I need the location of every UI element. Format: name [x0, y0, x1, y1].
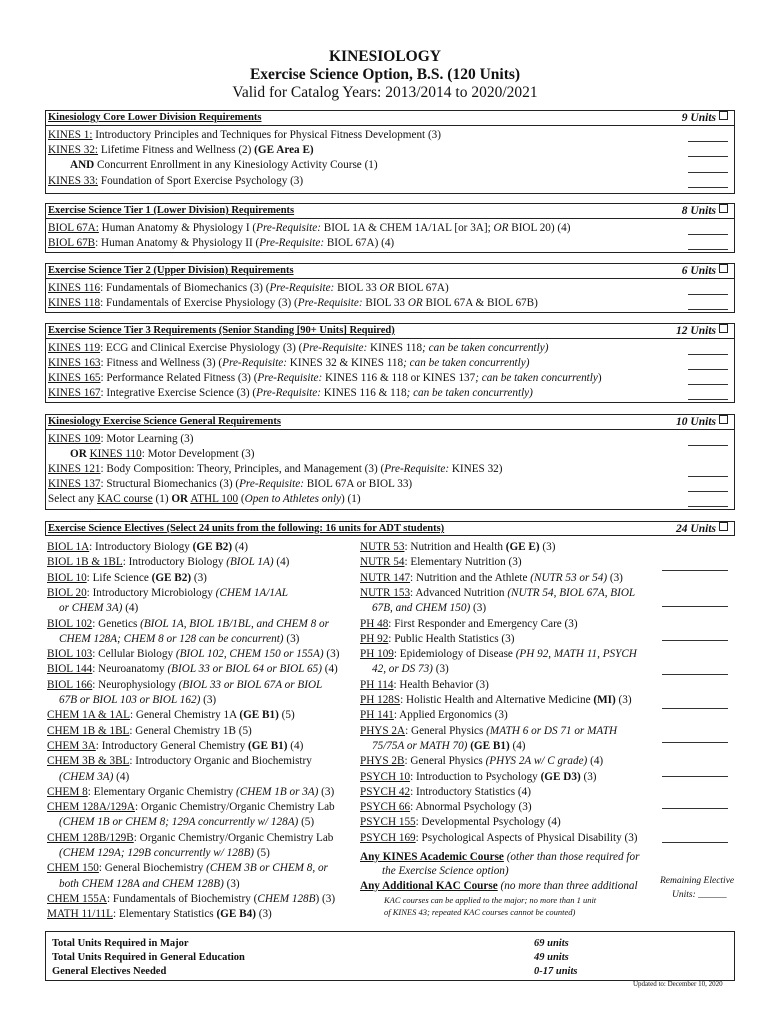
tier1-header [46, 204, 734, 219]
units-blank[interactable] [688, 399, 728, 400]
elective-course: PH 141: Applied Ergonomics (3) [360, 709, 508, 722]
total-major-label: Total Units Required in Major [52, 938, 189, 949]
elective-course: PH 48: First Responder and Emergency Care (3) [360, 617, 578, 630]
general-title: Kinesiology Exercise Science General Requirements [48, 416, 281, 427]
elective-course: (CHEM 1B or CHEM 8; 129A concurrently w/ 128A) (5) [59, 816, 315, 829]
elective-course: BIOL 10: Life Science (GE B2) (3) [47, 571, 207, 584]
units-blank[interactable] [662, 674, 728, 675]
units-blank[interactable] [688, 506, 728, 507]
elective-course: PHYS 2B: General Physics (PHYS 2A w/ C grade) (4) [360, 755, 604, 768]
core-title: Kinesiology Core Lower Division Requirements [48, 112, 262, 123]
elective-course: or CHEM 3A) (4) [59, 602, 139, 615]
elective-course: CHEM 128A/129A: Organic Chemistry/Organic Chemistry Lab [47, 801, 335, 814]
checkbox-icon[interactable] [719, 522, 728, 531]
kac-note: of KINES 43; repeated KAC courses cannot be counted) [384, 907, 576, 917]
any-kines-course-cont: the Exercise Science option) [382, 865, 509, 877]
units-blank[interactable] [688, 249, 728, 250]
elective-course: BIOL 166: Neurophysiology (BIOL 33 or BIOL 67A or BIOL [47, 678, 323, 691]
elective-course: BIOL 144: Neuroanatomy (BIOL 33 or BIOL 64 or BIOL 65) (4) [47, 663, 338, 676]
general-units: 10 Units [676, 415, 728, 428]
course-row: KINES 163: Fitness and Wellness (3) (Pre-Requisite: KINES 32 & KINES 118; can be taken concurrently) [48, 357, 530, 369]
course-row: KINES 137: Structural Biomechanics (3) (Pre-Requisite: BIOL 67A or BIOL 33) [48, 478, 413, 490]
tier3-header [46, 324, 734, 339]
course-row: KINES 118: Fundamentals of Exercise Physiology (3) (Pre-Requisite: BIOL 33 OR BIOL 67A & BIOL 67B) [48, 297, 538, 309]
units-blank[interactable] [662, 742, 728, 743]
course-row: KINES 109: Motor Learning (3) [48, 433, 194, 445]
elective-course: PH 114: Health Behavior (3) [360, 678, 489, 691]
elective-course: (CHEM 129A; 129B concurrently w/ 128B) (5) [59, 847, 270, 859]
elective-course: PH 128S: Holistic Health and Alternative Medicine (MI) (3) [360, 694, 632, 706]
elective-course: MATH 11/11L: Elementary Statistics (GE B4) (3) [47, 908, 272, 921]
elective-course: PH 92: Public Health Statistics (3) [360, 632, 515, 645]
elective-course: 75/75A or MATH 70) (GE B1) (4) [372, 739, 526, 752]
elective-course: BIOL 102: Genetics (BIOL 1A, BIOL 1B/1BL, and CHEM 8 or [47, 617, 329, 630]
elective-course: PSYCH 169: Psychological Aspects of Physical Disability (3) [360, 831, 638, 844]
elective-course: BIOL 103: Cellular Biology (BIOL 102, CHEM 150 or 155A) (3) [47, 648, 340, 661]
elective-course: (CHEM 3A) (4) [59, 770, 130, 783]
checkbox-icon[interactable] [719, 264, 728, 273]
units-blank[interactable] [662, 570, 728, 571]
units-blank[interactable] [688, 445, 728, 446]
course-row: KINES 116: Fundamentals of Biomechanics (3) (Pre-Requisite: BIOL 33 OR BIOL 67A) [48, 282, 449, 294]
elective-course: CHEM 150: General Biochemistry (CHEM 3B or CHEM 8, or [47, 862, 328, 875]
tier2-title: Exercise Science Tier 2 (Upper Division) Requirements [48, 265, 294, 276]
general-electives-value: 0-17 units [534, 966, 578, 977]
total-ge-value: 49 units [534, 952, 569, 963]
elective-course: CHEM 128B/129B: Organic Chemistry/Organic Chemistry Lab [47, 831, 334, 844]
course-row: BIOL 67B: Human Anatomy & Physiology II (Pre-Requisite: BIOL 67A) (4) [48, 237, 395, 249]
elective-course: PSYCH 155: Developmental Psychology (4) [360, 816, 561, 829]
remaining-elective-label: Remaining Elective [660, 876, 735, 886]
elective-course: CHEM 128A; CHEM 8 or 128 can be concurrent) (3) [59, 632, 300, 645]
electives-units: 24 Units [676, 522, 728, 535]
elective-course: NUTR 147: Nutrition and the Athlete (NUTR 53 or 54) (3) [360, 571, 623, 584]
kac-note: KAC courses can be applied to the major; no more than 1 unit [384, 895, 597, 905]
units-blank[interactable] [688, 476, 728, 477]
units-blank[interactable] [662, 640, 728, 641]
course-row: AND Concurrent Enrollment in any Kinesiology Activity Course (1) [70, 159, 378, 171]
elective-course: 67B or BIOL 103 or BIOL 162) (3) [59, 694, 217, 706]
course-row: KINES 1: Introductory Principles and Techniques for Physical Fitness Development (3) [48, 129, 442, 141]
elective-course: NUTR 153: Advanced Nutrition (NUTR 54, BIOL 67A, BIOL [360, 586, 636, 599]
tier2-units: 6 Units [682, 264, 728, 277]
tier3-section [45, 323, 735, 403]
tier3-title: Exercise Science Tier 3 Requirements (Senior Standing [90+ Units] Required) [48, 325, 395, 336]
electives-title: Exercise Science Electives (Select 24 units from the following: 16 units for ADT students) [48, 523, 445, 534]
totals-box [45, 931, 735, 981]
elective-course: BIOL 1B & 1BL: Introductory Biology (BIOL 1A) (4) [47, 556, 290, 569]
course-row: OR KINES 110: Motor Development (3) [70, 448, 255, 460]
core-units: 9 Units [682, 111, 728, 124]
units-blank[interactable] [688, 369, 728, 370]
checkbox-icon[interactable] [719, 415, 728, 424]
general-electives-label: General Electives Needed [52, 966, 167, 977]
core-section [45, 110, 735, 194]
core-header [46, 111, 734, 126]
checkbox-icon[interactable] [719, 111, 728, 120]
elective-course: PSYCH 10: Introduction to Psychology (GE D3) (3) [360, 770, 597, 783]
units-blank[interactable] [688, 141, 728, 142]
elective-course: PH 109: Epidemiology of Disease (PH 92, MATH 11, PSYCH [360, 648, 637, 661]
page-subtitle: Exercise Science Option, B.S. (120 Units) [249, 66, 521, 83]
checkbox-icon[interactable] [719, 324, 728, 333]
general-section [45, 414, 735, 510]
tier1-title: Exercise Science Tier 1 (Lower Division) Requirements [48, 205, 295, 216]
course-row: Select any KAC course (1) OR ATHL 100 (Open to Athletes only) (1) [48, 493, 361, 505]
tier1-units: 8 Units [682, 204, 728, 217]
course-row: KINES 165: Performance Related Fitness (3) (Pre-Requisite: KINES 116 & 118 or KINES 137; can be taken concurrently) [48, 372, 602, 384]
electives-header [45, 521, 735, 536]
units-blank[interactable] [662, 808, 728, 809]
updated-date: Updated to: December 10, 2020 [633, 980, 723, 988]
elective-course: CHEM 1B & 1BL: General Chemistry 1B (5) [47, 724, 252, 737]
units-blank[interactable] [688, 234, 728, 235]
units-blank[interactable] [662, 606, 728, 607]
units-blank[interactable] [688, 187, 728, 188]
total-major-value: 69 units [534, 938, 569, 949]
units-blank[interactable] [688, 309, 728, 310]
elective-course: CHEM 155A: Fundamentals of Biochemistry (CHEM 128B) (3) [47, 892, 336, 905]
elective-course: BIOL 20: Introductory Microbiology (CHEM 1A/1AL [47, 586, 289, 599]
elective-course: both CHEM 128A and CHEM 128B) (3) [59, 877, 240, 890]
tier2-header [46, 264, 734, 279]
any-kines-course: Any KINES Academic Course (other than those required for [360, 851, 640, 863]
elective-course: CHEM 8: Elementary Organic Chemistry (CHEM 1B or 3A) (3) [47, 785, 335, 798]
elective-course: PSYCH 66: Abnormal Psychology (3) [360, 801, 532, 814]
elective-course: CHEM 1A & 1AL: General Chemistry 1A (GE B1) (5) [47, 709, 295, 722]
page-title: KINESIOLOGY [329, 48, 441, 65]
units-blank[interactable] [688, 294, 728, 295]
elective-course: NUTR 53: Nutrition and Health (GE E) (3) [360, 541, 556, 553]
units-blank[interactable] [662, 708, 728, 709]
course-row: BIOL 67A: Human Anatomy & Physiology I (Pre-Requisite: BIOL 1A & CHEM 1A/1AL [or 3A]; OR BIOL 20) (4) [48, 222, 571, 234]
tier2-section [45, 263, 735, 313]
elective-course: BIOL 1A: Introductory Biology (GE B2) (4) [47, 541, 248, 553]
course-row: KINES 32: Lifetime Fitness and Wellness (2) (GE Area E) [48, 144, 314, 156]
elective-course: PHYS 2A: General Physics (MATH 6 or DS 71 or MATH [360, 724, 618, 737]
any-kac-course: Any Additional KAC Course (no more than three additional [360, 880, 638, 892]
course-row: KINES 33: Foundation of Sport Exercise Psychology (3) [48, 175, 304, 187]
units-blank[interactable] [688, 384, 728, 385]
tier1-section [45, 203, 735, 253]
course-row: KINES 167: Integrative Exercise Science (3) (Pre-Requisite: KINES 116 & 118; can be taken concurrently) [48, 387, 533, 399]
elective-course: PSYCH 42: Introductory Statistics (4) [360, 785, 531, 798]
units-blank[interactable] [688, 156, 728, 157]
tier3-units: 12 Units [676, 324, 728, 337]
general-header [46, 415, 734, 430]
units-blank[interactable] [662, 776, 728, 777]
catalog-years: Valid for Catalog Years: 2013/2014 to 2020/2021 [232, 84, 538, 101]
remaining-elective-units[interactable]: Units: ______ [672, 890, 727, 900]
course-row: KINES 119: ECG and Clinical Exercise Physiology (3) (Pre-Requisite: KINES 118; can be taken concurrently) [48, 342, 549, 354]
checkbox-icon[interactable] [719, 204, 728, 213]
elective-course: NUTR 54: Elementary Nutrition (3) [360, 556, 522, 569]
units-blank[interactable] [688, 172, 728, 173]
total-ge-label: Total Units Required in General Education [52, 952, 245, 963]
elective-course: CHEM 3A: Introductory General Chemistry (GE B1) (4) [47, 739, 304, 752]
units-blank[interactable] [662, 842, 728, 843]
elective-course: 42, or DS 73) (3) [372, 663, 449, 676]
elective-course: 67B, and CHEM 150) (3) [372, 602, 487, 615]
course-row: KINES 121: Body Composition: Theory, Principles, and Management (3) (Pre-Requisite: KINES 32) [48, 463, 503, 475]
units-blank[interactable] [688, 491, 728, 492]
elective-course: CHEM 3B & 3BL: Introductory Organic and Biochemistry [47, 755, 312, 768]
units-blank[interactable] [688, 354, 728, 355]
